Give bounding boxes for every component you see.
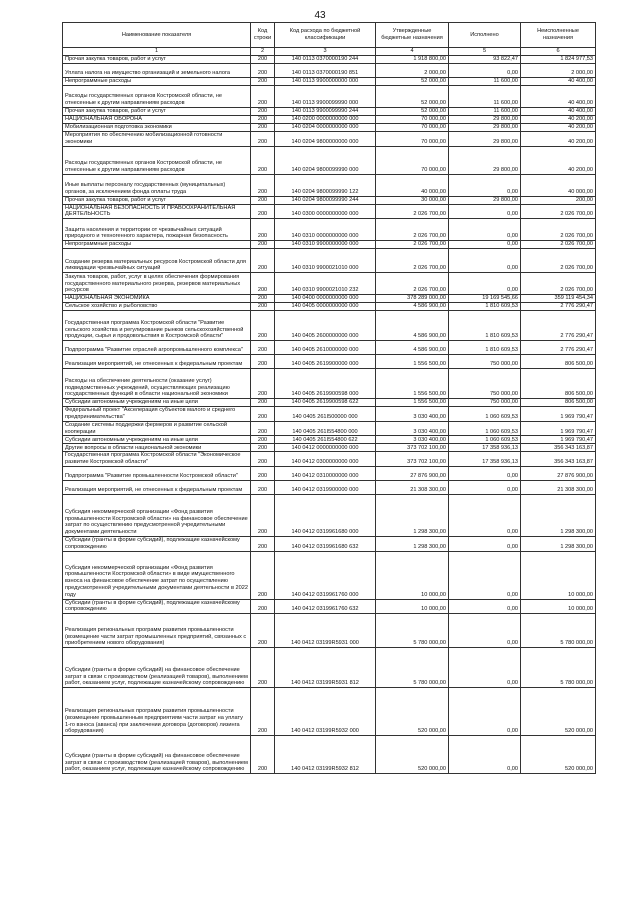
row-name: Закупка товаров, работ, услуг в целях обеспечения формирования государственного материального резерва, резервов материальных ресурсов bbox=[63, 273, 251, 295]
table-row bbox=[63, 648, 596, 688]
table-row bbox=[63, 551, 596, 599]
row-budget-code: 140 0113 0370000190 851 bbox=[275, 64, 376, 78]
row-line-code: 200 bbox=[251, 341, 275, 355]
row-budget-code: 140 0405 2619900000 000 bbox=[275, 355, 376, 369]
table-row bbox=[63, 116, 596, 124]
row-line-code: 200 bbox=[251, 56, 275, 64]
row-approved: 2 026 700,00 bbox=[376, 219, 449, 241]
column-index: 5 bbox=[449, 48, 521, 56]
row-budget-code: 140 0412 0319961760 000 bbox=[275, 551, 376, 599]
table-row bbox=[63, 341, 596, 355]
row-approved: 4 586 900,00 bbox=[376, 341, 449, 355]
row-approved: 10 000,00 bbox=[376, 599, 449, 614]
row-line-code: 200 bbox=[251, 444, 275, 452]
table-row bbox=[63, 303, 596, 311]
row-line-code: 200 bbox=[251, 688, 275, 736]
row-budget-code: 140 0200 0000000000 000 bbox=[275, 116, 376, 124]
row-approved: 373 702 100,00 bbox=[376, 444, 449, 452]
column-index: 6 bbox=[521, 48, 596, 56]
row-approved: 70 000,00 bbox=[376, 116, 449, 124]
row-budget-code: 140 0113 9900000000 000 bbox=[275, 78, 376, 86]
row-name: Расходы государственных органов Костромской области, не отнесенные к другим направлениям расходов bbox=[63, 86, 251, 108]
row-name: Иные выплаты персоналу государственных (муниципальных) органов, за исключением фонда оплаты труда bbox=[63, 174, 251, 196]
header-approved: Утвержденные бюджетные назначения bbox=[376, 23, 449, 48]
table-row bbox=[63, 249, 596, 273]
row-executed: 1 060 609,53 bbox=[449, 407, 521, 422]
row-name: Субсидия некоммерческой организации «Фонд развития промышленности Костромской области» на финансовое обеспечение затрат по осуществлению предусмотренной учредительными документами деятельности bbox=[63, 494, 251, 536]
row-budget-code: 140 0405 2600000000 000 bbox=[275, 311, 376, 341]
row-approved: 378 289 000,00 bbox=[376, 295, 449, 303]
row-name: НАЦИОНАЛЬНАЯ ЭКОНОМИКА bbox=[63, 295, 251, 303]
row-name: Субсидия некоммерческой организации «Фонд развития промышленности Костромской области» в виде имущественного взноса на финансовое обеспечение затрат по осуществлению предусмотренной учредительными документами деятельности в 2022 году bbox=[63, 551, 251, 599]
row-line-code: 200 bbox=[251, 311, 275, 341]
row-unexecuted: 1 969 790,47 bbox=[521, 407, 596, 422]
row-line-code: 200 bbox=[251, 196, 275, 204]
row-approved: 5 780 000,00 bbox=[376, 614, 449, 648]
row-executed: 0,00 bbox=[449, 64, 521, 78]
row-line-code: 200 bbox=[251, 303, 275, 311]
row-approved: 30 000,00 bbox=[376, 196, 449, 204]
column-index-row bbox=[63, 48, 596, 56]
row-budget-code: 140 0412 0000000000 000 bbox=[275, 444, 376, 452]
row-name: Защита населения и территории от чрезвычайных ситуаций природного и техногенного характера, пожарная безопасность bbox=[63, 219, 251, 241]
table-row bbox=[63, 614, 596, 648]
header-executed: Исполнено bbox=[449, 23, 521, 48]
row-unexecuted: 2 026 700,00 bbox=[521, 219, 596, 241]
row-name: Субсидии автономным учреждениям на иные цели bbox=[63, 399, 251, 407]
row-executed: 1 810 609,53 bbox=[449, 341, 521, 355]
row-budget-code: 140 0405 2619900598 622 bbox=[275, 399, 376, 407]
row-unexecuted: 2 026 700,00 bbox=[521, 273, 596, 295]
row-name: Прочая закупка товаров, работ и услуг bbox=[63, 108, 251, 116]
row-budget-code: 140 0405 261I554800 000 bbox=[275, 421, 376, 436]
row-name: Государственная программа Костромской области "Экономическое развитие Костромской области" bbox=[63, 452, 251, 467]
row-budget-code: 140 0310 0000000000 000 bbox=[275, 219, 376, 241]
row-name: Государственная программа Костромской области "Развитие сельского хозяйства и регулирование рынков сельскохозяйственной продукции, сырья и продовольствия в Костромской области" bbox=[63, 311, 251, 341]
row-name: Подпрограмма "Развитие промышленности Костромской области" bbox=[63, 466, 251, 480]
row-executed: 0,00 bbox=[449, 174, 521, 196]
column-index: 1 bbox=[63, 48, 251, 56]
row-name: Реализация мероприятий, не отнесенных к федеральным проектам bbox=[63, 355, 251, 369]
row-unexecuted: 2 026 700,00 bbox=[521, 249, 596, 273]
row-unexecuted: 2 776 290,47 bbox=[521, 303, 596, 311]
table-row bbox=[63, 132, 596, 147]
row-approved: 2 026 700,00 bbox=[376, 241, 449, 249]
row-line-code: 200 bbox=[251, 249, 275, 273]
row-approved: 70 000,00 bbox=[376, 146, 449, 174]
row-budget-code: 140 0204 9800000000 000 bbox=[275, 132, 376, 147]
table-row bbox=[63, 86, 596, 108]
table-row bbox=[63, 444, 596, 452]
row-executed: 29 800,00 bbox=[449, 116, 521, 124]
row-line-code: 200 bbox=[251, 355, 275, 369]
row-unexecuted: 806 500,00 bbox=[521, 355, 596, 369]
header-indicator-name: Наименование показателя bbox=[63, 23, 251, 48]
row-name: Прочая закупка товаров, работ и услуг bbox=[63, 56, 251, 64]
row-budget-code: 140 0412 0319900000 000 bbox=[275, 480, 376, 494]
row-budget-code: 140 0204 9800099990 000 bbox=[275, 146, 376, 174]
row-executed: 0,00 bbox=[449, 599, 521, 614]
row-unexecuted: 1 969 790,47 bbox=[521, 421, 596, 436]
row-unexecuted: 40 000,00 bbox=[521, 174, 596, 196]
row-budget-code: 140 0113 0370000190 244 bbox=[275, 56, 376, 64]
row-executed: 0,00 bbox=[449, 536, 521, 551]
table-row bbox=[63, 124, 596, 132]
row-name: Субсидии (гранты в форме субсидий) на финансовое обеспечение затрат в связи с производством (реализацией товаров), выполнением работ, оказанием услуг, подлежащие казначейскому сопровождению bbox=[63, 648, 251, 688]
table-row bbox=[63, 688, 596, 736]
row-line-code: 200 bbox=[251, 146, 275, 174]
header-unexecuted: Неисполненные назначения bbox=[521, 23, 596, 48]
row-unexecuted: 40 200,00 bbox=[521, 116, 596, 124]
row-executed: 0,00 bbox=[449, 204, 521, 219]
row-executed: 0,00 bbox=[449, 648, 521, 688]
table-row bbox=[63, 78, 596, 86]
table-row bbox=[63, 295, 596, 303]
row-name: Субсидии (гранты в форме субсидий), подлежащие казначейскому сопровождению bbox=[63, 536, 251, 551]
row-executed: 93 822,47 bbox=[449, 56, 521, 64]
table-row bbox=[63, 108, 596, 116]
row-executed: 29 800,00 bbox=[449, 132, 521, 147]
row-executed: 0,00 bbox=[449, 273, 521, 295]
row-name: Расходы государственных органов Костромской области, не отнесенные к другим направлениям расходов bbox=[63, 146, 251, 174]
row-unexecuted: 2 000,00 bbox=[521, 64, 596, 78]
row-unexecuted: 1 298 300,00 bbox=[521, 536, 596, 551]
row-name: Субсидии (гранты в форме субсидий) на финансовое обеспечение затрат в связи с производством (реализацией товаров), выполнением работ, оказанием услуг, подлежащие казначейскому сопровождению bbox=[63, 736, 251, 774]
row-executed: 750 000,00 bbox=[449, 369, 521, 399]
row-approved: 5 780 000,00 bbox=[376, 648, 449, 688]
row-executed: 11 600,00 bbox=[449, 86, 521, 108]
row-line-code: 200 bbox=[251, 174, 275, 196]
row-executed: 0,00 bbox=[449, 494, 521, 536]
row-budget-code: 140 0405 261I500000 000 bbox=[275, 407, 376, 422]
row-executed: 0,00 bbox=[449, 688, 521, 736]
row-executed: 750 000,00 bbox=[449, 355, 521, 369]
row-approved: 1 298 300,00 bbox=[376, 536, 449, 551]
row-line-code: 200 bbox=[251, 407, 275, 422]
row-name: Создание системы поддержки фермеров и развитие сельской кооперации bbox=[63, 421, 251, 436]
table-row bbox=[63, 56, 596, 64]
table-row bbox=[63, 480, 596, 494]
row-name: Уплата налога на имущество организаций и земельного налога bbox=[63, 64, 251, 78]
table-row bbox=[63, 436, 596, 444]
column-index: 2 bbox=[251, 48, 275, 56]
page-number: 43 bbox=[314, 10, 326, 21]
table-row bbox=[63, 399, 596, 407]
row-line-code: 200 bbox=[251, 421, 275, 436]
row-line-code: 200 bbox=[251, 124, 275, 132]
row-line-code: 200 bbox=[251, 241, 275, 249]
row-executed: 1 060 609,53 bbox=[449, 421, 521, 436]
row-executed: 0,00 bbox=[449, 219, 521, 241]
row-approved: 2 026 700,00 bbox=[376, 204, 449, 219]
row-executed: 0,00 bbox=[449, 480, 521, 494]
row-name: Непрограммные расходы bbox=[63, 241, 251, 249]
budget-execution-table bbox=[62, 22, 596, 774]
row-budget-code: 140 0412 03199R5932 812 bbox=[275, 736, 376, 774]
row-budget-code: 140 0204 9800099990 122 bbox=[275, 174, 376, 196]
row-name: Другие вопросы в области национальной экономики bbox=[63, 444, 251, 452]
row-line-code: 200 bbox=[251, 648, 275, 688]
row-unexecuted: 806 500,00 bbox=[521, 399, 596, 407]
row-executed: 29 800,00 bbox=[449, 196, 521, 204]
row-unexecuted: 40 200,00 bbox=[521, 146, 596, 174]
row-unexecuted: 27 876 900,00 bbox=[521, 466, 596, 480]
row-unexecuted: 2 776 290,47 bbox=[521, 311, 596, 341]
row-budget-code: 140 0412 0319961680 632 bbox=[275, 536, 376, 551]
row-budget-code: 140 0405 2619900598 000 bbox=[275, 369, 376, 399]
row-approved: 2 026 700,00 bbox=[376, 249, 449, 273]
row-unexecuted: 356 343 163,87 bbox=[521, 452, 596, 467]
row-budget-code: 140 0113 9900099990 000 bbox=[275, 86, 376, 108]
row-line-code: 200 bbox=[251, 494, 275, 536]
table-row bbox=[63, 146, 596, 174]
row-name: Расходы на обеспечение деятельности (оказание услуг) подведомственных учреждений, осуществляющих реализацию государственных функций в области национальной экономики bbox=[63, 369, 251, 399]
row-approved: 1 556 500,00 bbox=[376, 369, 449, 399]
row-budget-code: 140 0300 0000000000 000 bbox=[275, 204, 376, 219]
row-executed: 0,00 bbox=[449, 614, 521, 648]
row-line-code: 200 bbox=[251, 204, 275, 219]
row-approved: 520 000,00 bbox=[376, 688, 449, 736]
table-row bbox=[63, 452, 596, 467]
row-approved: 21 308 300,00 bbox=[376, 480, 449, 494]
row-name: Мобилизационная подготовка экономики bbox=[63, 124, 251, 132]
row-budget-code: 140 0412 03199R5932 000 bbox=[275, 688, 376, 736]
row-approved: 40 000,00 bbox=[376, 174, 449, 196]
row-approved: 70 000,00 bbox=[376, 124, 449, 132]
row-approved: 70 000,00 bbox=[376, 132, 449, 147]
row-name: Подпрограмма "Развитие отраслей агропромышленного комплекса" bbox=[63, 341, 251, 355]
table-row bbox=[63, 174, 596, 196]
row-line-code: 200 bbox=[251, 551, 275, 599]
table-row bbox=[63, 494, 596, 536]
row-approved: 373 702 100,00 bbox=[376, 452, 449, 467]
row-name: Прочая закупка товаров, работ и услуг bbox=[63, 196, 251, 204]
table-row bbox=[63, 355, 596, 369]
table-row bbox=[63, 311, 596, 341]
row-name: Сельское хозяйство и рыболовство bbox=[63, 303, 251, 311]
row-unexecuted: 356 343 163,87 bbox=[521, 444, 596, 452]
row-budget-code: 140 0113 9900099990 244 bbox=[275, 108, 376, 116]
row-budget-code: 140 0405 0000000000 000 bbox=[275, 303, 376, 311]
row-approved: 52 000,00 bbox=[376, 108, 449, 116]
row-approved: 3 030 400,00 bbox=[376, 407, 449, 422]
row-unexecuted: 5 780 000,00 bbox=[521, 648, 596, 688]
row-name: Создание резерва материальных ресурсов Костромской области для ликвидации чрезвычайных ситуаций bbox=[63, 249, 251, 273]
row-budget-code: 140 0405 261I554800 622 bbox=[275, 436, 376, 444]
row-budget-code: 140 0310 9900021010 000 bbox=[275, 249, 376, 273]
row-line-code: 200 bbox=[251, 452, 275, 467]
row-approved: 1 556 500,00 bbox=[376, 355, 449, 369]
row-approved: 1 556 500,00 bbox=[376, 399, 449, 407]
row-line-code: 200 bbox=[251, 614, 275, 648]
row-name: Реализация региональных программ развития промышленности (возмещение части затрат промышленных предприятий, связанных с приобретением нового оборудования) bbox=[63, 614, 251, 648]
row-approved: 52 000,00 bbox=[376, 86, 449, 108]
row-executed: 1 060 609,53 bbox=[449, 436, 521, 444]
column-index: 4 bbox=[376, 48, 449, 56]
row-name: Реализация мероприятий, не отнесенных к федеральным проектам bbox=[63, 480, 251, 494]
row-executed: 0,00 bbox=[449, 551, 521, 599]
row-line-code: 200 bbox=[251, 399, 275, 407]
row-unexecuted: 2 776 290,47 bbox=[521, 341, 596, 355]
table-row bbox=[63, 466, 596, 480]
row-approved: 2 000,00 bbox=[376, 64, 449, 78]
table-row bbox=[63, 369, 596, 399]
row-line-code: 200 bbox=[251, 369, 275, 399]
row-approved: 27 876 900,00 bbox=[376, 466, 449, 480]
table-row bbox=[63, 204, 596, 219]
row-approved: 4 586 900,00 bbox=[376, 311, 449, 341]
row-budget-code: 140 0310 9900000000 000 bbox=[275, 241, 376, 249]
row-unexecuted: 10 000,00 bbox=[521, 599, 596, 614]
row-budget-code: 140 0412 0310000000 000 bbox=[275, 466, 376, 480]
header-line-code: Код строки bbox=[251, 23, 275, 48]
row-budget-code: 140 0400 0000000000 000 bbox=[275, 295, 376, 303]
row-line-code: 200 bbox=[251, 108, 275, 116]
row-unexecuted: 1 969 790,47 bbox=[521, 436, 596, 444]
row-unexecuted: 1 824 977,53 bbox=[521, 56, 596, 64]
row-line-code: 200 bbox=[251, 536, 275, 551]
table-row bbox=[63, 273, 596, 295]
row-line-code: 200 bbox=[251, 436, 275, 444]
row-unexecuted: 806 500,00 bbox=[521, 369, 596, 399]
row-approved: 3 030 400,00 bbox=[376, 421, 449, 436]
table-row bbox=[63, 241, 596, 249]
row-executed: 17 358 936,13 bbox=[449, 444, 521, 452]
row-unexecuted: 40 200,00 bbox=[521, 132, 596, 147]
row-unexecuted: 1 298 300,00 bbox=[521, 494, 596, 536]
row-unexecuted: 21 308 300,00 bbox=[521, 480, 596, 494]
column-index: 3 bbox=[275, 48, 376, 56]
table-row bbox=[63, 64, 596, 78]
row-line-code: 200 bbox=[251, 86, 275, 108]
row-line-code: 200 bbox=[251, 132, 275, 147]
table-row bbox=[63, 219, 596, 241]
row-name: Субсидии автономным учреждениям на иные цели bbox=[63, 436, 251, 444]
row-budget-code: 140 0412 03199R5931 000 bbox=[275, 614, 376, 648]
row-approved: 1 918 800,00 bbox=[376, 56, 449, 64]
row-budget-code: 140 0204 0000000000 000 bbox=[275, 124, 376, 132]
row-line-code: 200 bbox=[251, 736, 275, 774]
row-line-code: 200 bbox=[251, 78, 275, 86]
row-unexecuted: 40 200,00 bbox=[521, 124, 596, 132]
row-unexecuted: 520 000,00 bbox=[521, 736, 596, 774]
row-line-code: 200 bbox=[251, 116, 275, 124]
table-row bbox=[63, 196, 596, 204]
row-line-code: 200 bbox=[251, 273, 275, 295]
row-approved: 52 000,00 bbox=[376, 78, 449, 86]
row-unexecuted: 200,00 bbox=[521, 196, 596, 204]
row-name: НАЦИОНАЛЬНАЯ ОБОРОНА bbox=[63, 116, 251, 124]
row-unexecuted: 10 000,00 bbox=[521, 551, 596, 599]
row-approved: 520 000,00 bbox=[376, 736, 449, 774]
row-unexecuted: 40 400,00 bbox=[521, 78, 596, 86]
table-row bbox=[63, 599, 596, 614]
table-row bbox=[63, 421, 596, 436]
table-header-row bbox=[63, 23, 596, 48]
row-budget-code: 140 0412 0300000000 000 bbox=[275, 452, 376, 467]
row-line-code: 200 bbox=[251, 64, 275, 78]
row-line-code: 200 bbox=[251, 599, 275, 614]
row-name: Субсидии (гранты в форме субсидий), подлежащие казначейскому сопровождению bbox=[63, 599, 251, 614]
row-line-code: 200 bbox=[251, 219, 275, 241]
row-line-code: 200 bbox=[251, 480, 275, 494]
row-budget-code: 140 0405 2610000000 000 bbox=[275, 341, 376, 355]
row-executed: 0,00 bbox=[449, 249, 521, 273]
row-executed: 0,00 bbox=[449, 466, 521, 480]
row-executed: 29 800,00 bbox=[449, 146, 521, 174]
row-name: НАЦИОНАЛЬНАЯ БЕЗОПАСНОСТЬ И ПРАВООХРАНИТЕЛЬНАЯ ДЕЯТЕЛЬНОСТЬ bbox=[63, 204, 251, 219]
row-unexecuted: 520 000,00 bbox=[521, 688, 596, 736]
row-line-code: 200 bbox=[251, 466, 275, 480]
header-budget-code: Код расхода по бюджетной классификации bbox=[275, 23, 376, 48]
row-approved: 4 586 900,00 bbox=[376, 303, 449, 311]
row-approved: 1 298 300,00 bbox=[376, 494, 449, 536]
table-row bbox=[63, 536, 596, 551]
row-budget-code: 140 0412 03199R5931 812 bbox=[275, 648, 376, 688]
row-executed: 11 600,00 bbox=[449, 78, 521, 86]
row-budget-code: 140 0310 9900021010 232 bbox=[275, 273, 376, 295]
table-row bbox=[63, 736, 596, 774]
row-budget-code: 140 0204 9800099990 244 bbox=[275, 196, 376, 204]
row-name: Федеральный проект "Акселерация субъектов малого и среднего предпринимательства" bbox=[63, 407, 251, 422]
row-executed: 1 810 609,53 bbox=[449, 311, 521, 341]
row-line-code: 200 bbox=[251, 295, 275, 303]
row-unexecuted: 2 026 700,00 bbox=[521, 241, 596, 249]
row-name: Реализация региональных программ развития промышленности (возмещение промышленным предприятиям части затрат на уплату 1-го взноса (аванса) при заключении договора (договоров) лизинга оборудования) bbox=[63, 688, 251, 736]
row-name: Непрограммные расходы bbox=[63, 78, 251, 86]
row-executed: 19 169 545,66 bbox=[449, 295, 521, 303]
row-approved: 3 030 400,00 bbox=[376, 436, 449, 444]
row-approved: 2 026 700,00 bbox=[376, 273, 449, 295]
row-executed: 0,00 bbox=[449, 241, 521, 249]
table-row bbox=[63, 407, 596, 422]
row-executed: 750 000,00 bbox=[449, 399, 521, 407]
row-executed: 1 810 609,53 bbox=[449, 303, 521, 311]
row-budget-code: 140 0412 0319961760 632 bbox=[275, 599, 376, 614]
row-unexecuted: 40 400,00 bbox=[521, 86, 596, 108]
row-budget-code: 140 0412 0319961680 000 bbox=[275, 494, 376, 536]
row-executed: 11 600,00 bbox=[449, 108, 521, 116]
row-unexecuted: 40 400,00 bbox=[521, 108, 596, 116]
row-executed: 17 358 936,13 bbox=[449, 452, 521, 467]
row-name: Мероприятия по обеспечению мобилизационной готовности экономики bbox=[63, 132, 251, 147]
row-unexecuted: 2 026 700,00 bbox=[521, 204, 596, 219]
row-unexecuted: 359 119 454,34 bbox=[521, 295, 596, 303]
row-executed: 0,00 bbox=[449, 736, 521, 774]
row-executed: 29 800,00 bbox=[449, 124, 521, 132]
row-approved: 10 000,00 bbox=[376, 551, 449, 599]
row-unexecuted: 5 780 000,00 bbox=[521, 614, 596, 648]
